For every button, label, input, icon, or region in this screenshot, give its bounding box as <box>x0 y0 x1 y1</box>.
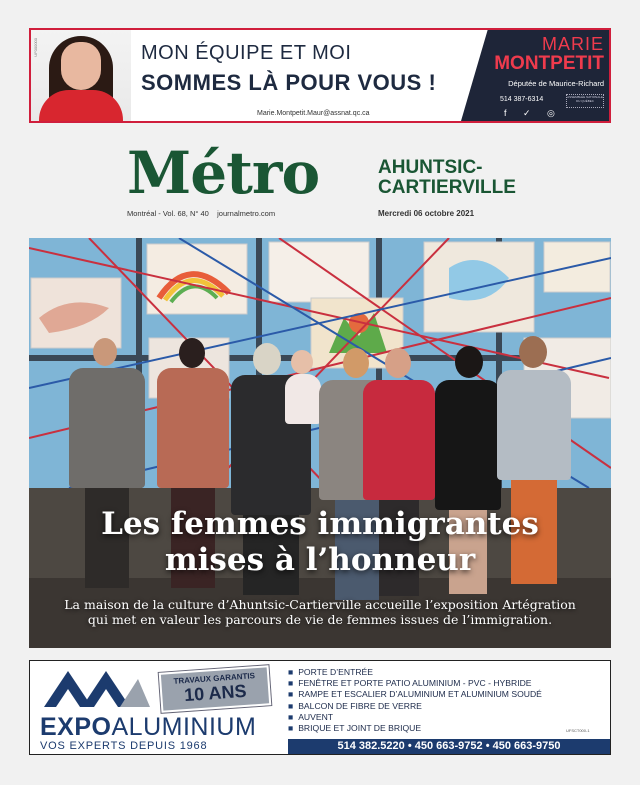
ad-code: UF000000 <box>33 38 38 57</box>
edition-line1: AHUNTSIC- <box>378 157 483 178</box>
product-item: ■ PORTE D’ENTRÉE <box>288 667 542 678</box>
product-item: ■ BALCON DE FIBRE DE VERRE <box>288 701 542 712</box>
headline-line1: Les femmes immigrantes <box>101 506 539 542</box>
ad-slogan-line1: MON ÉQUIPE ET MOI <box>141 42 352 64</box>
top-advertisement[interactable] <box>29 28 611 123</box>
product-item: ■ RAMPE ET ESCALIER D’ALUMINIUM ET ALUMINIUM SOUDÉ <box>288 689 542 700</box>
badge-line2: 10 ANS <box>183 680 248 706</box>
volume-number: Montréal - Vol. 68, N° 40 <box>127 209 209 218</box>
headline-line2: mises à l’honneur <box>164 542 476 578</box>
warranty-badge <box>159 665 272 713</box>
brand-name <box>40 713 256 742</box>
candidate-role: Députée de Maurice-Richard <box>508 79 604 88</box>
website-link[interactable]: journalmetro.com <box>217 209 276 218</box>
brand-tagline: VOS EXPERTS DEPUIS 1968 <box>40 740 208 752</box>
candidate-jacket <box>39 90 123 122</box>
cover-photo[interactable] <box>29 238 611 648</box>
candidate-last-name: MONTPETIT <box>494 53 604 74</box>
issue-info <box>127 209 275 218</box>
brand-rest: ALUMINIUM <box>111 713 257 741</box>
candidate-face <box>61 42 101 90</box>
bottom-advertisement[interactable] <box>29 660 611 755</box>
product-item: ■ AUVENT <box>288 712 542 723</box>
social-icons[interactable]: f ✓ ◎ <box>504 108 562 118</box>
newspaper-logo[interactable]: Métro <box>127 139 320 207</box>
ad-slogan-line2: SOMMES LÀ POUR VOUS ! <box>141 70 437 95</box>
brand-bold: EXPO <box>40 713 112 741</box>
assembly-logo: ASSEMBLÉE NATIONALE DU QUÉBEC <box>566 94 604 108</box>
badge-line1: TRAVAUX GARANTIS <box>173 671 256 686</box>
candidate-first-name: MARIE <box>541 34 604 54</box>
cover-dek <box>59 597 581 627</box>
edition-name <box>378 158 516 198</box>
issue-date: Mercredi 06 octobre 2021 <box>378 209 475 218</box>
ad-ref-code: UFSCT000-1 <box>566 728 590 733</box>
product-item: ■ FENÊTRE ET PORTE PATIO ALUMINIUM - PVC - HYBRIDE <box>288 678 542 689</box>
dek-line2: qui met en valeur les parcours de vie de femmes issues de l’immigration. <box>87 612 553 627</box>
product-list <box>288 667 542 734</box>
edition-line2: CARTIERVILLE <box>378 177 516 198</box>
expo-aluminium-logo-icon <box>42 667 152 711</box>
cover-headline[interactable] <box>29 506 611 578</box>
phone-numbers[interactable]: 514 382.5220 • 450 663-9752 • 450 663-9750 <box>288 739 610 754</box>
product-item: ■ BRIQUE ET JOINT DE BRIQUE <box>288 723 542 734</box>
ad-email-link[interactable]: Marie.Montpetit.Maur@assnat.qc.ca <box>257 110 370 117</box>
dek-line1: La maison de la culture d’Ahuntsic-Cartierville accueille l’exposition Artégration <box>64 597 576 612</box>
ad-phone: 514 387-6314 <box>500 96 544 103</box>
